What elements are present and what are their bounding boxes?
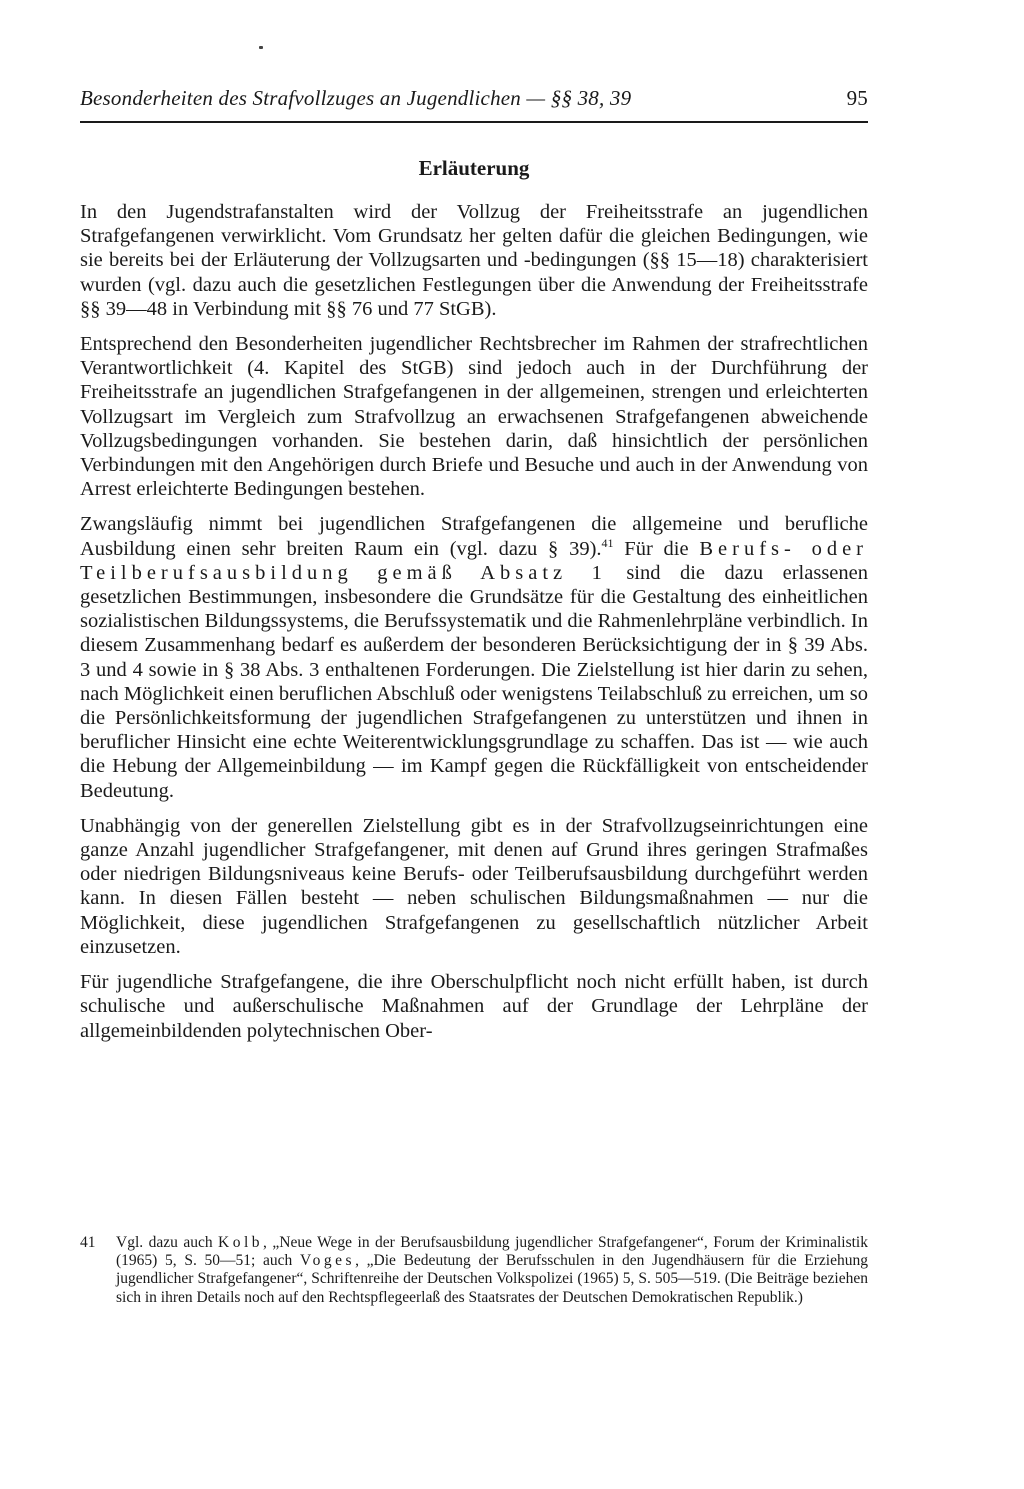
paragraph-3 — [80, 512, 868, 802]
footnote-text — [116, 1234, 868, 1307]
header-rule — [80, 121, 868, 123]
footnote-number: 41 — [80, 1234, 96, 1251]
paragraph-3-part-c: sind die dazu erlassenen gesetzlichen Bestimmungen, insbesondere die Grundsätze für die Gestaltung des einheitlichen sozialistischen Bildungssystems, die Berufssystematik und die Rahmenlehrpläne verbindlich. In diesem Zusammenhang bedarf es außerdem der besonderen Berücksichtigung der in § 39 Abs. 3 und 4 sowie in § 38 Abs. 3 enthaltenen Forderungen. Die Zielstellung ist hier darin zu sehen, nach Möglichkeit einen beruflichen Abschluß oder wenigstens Teilabschluß zu erreichen, um so die Persönlichkeitsformung der jugendlichen Strafgefangenen zu unterstützen und ihnen in beruflicher Hinsicht eine echte Weiterentwicklungsgrundlage zu schaffen. Das ist — wie auch die Hebung der Allgemeinbildung — im Kampf gegen die Rückfälligkeit von entscheidender Bedeutung. — [80, 561, 868, 802]
footnote-part-3: , „Die Bedeutung der Berufsschulen in den Jugendhäusern für die Erziehung jugendlicher Strafgefangener“, Schriftenreihe der Deutschen Volkspolizei (1965) 5, S. 505—519. (Die Beiträge beziehen sich in ihren Details noch auf den Rechtspflegeerlaß des Staatsrates der Deutschen Demokratischen Republik.) — [116, 1252, 868, 1306]
paragraph-1: In den Jugendstrafanstalten wird der Vollzug der Freiheitsstrafe an jugendlichen Strafgefangenen verwirklicht. Vom Grundsatz her gelten dafür die gleichen Bedingungen, wie sie bereits bei der Erläuterung der Vollzugsarten und -bedingungen (§§ 15—18) charakterisiert wurden (vgl. dazu auch die gesetzlichen Festlegungen über die Anwendung der Freiheitsstrafe §§ 39—48 in Verbindung mit §§ 76 und 77 StGB). — [80, 201, 868, 320]
emphasized-term: Berufs- oder Teilberufsausbildung gemäß Absatz 1 — [80, 537, 869, 584]
page-number: 95 — [846, 86, 868, 110]
paragraph-5: Für jugendliche Strafgefangene, die ihre Oberschulpflicht noch nicht erfüllt haben, ist durch schulische und außerschulische Maßnahmen auf der Grundlage der Lehrpläne der allgemeinbildenden polytechnischen Ober- — [80, 971, 868, 1042]
scan-speck — [259, 46, 263, 49]
section-heading: Erläuterung — [418, 156, 530, 180]
running-title: Besonderheiten des Strafvollzuges an Jugendlichen — §§ 38, 39 — [80, 86, 632, 110]
footnote — [80, 1234, 868, 1307]
paragraph-2: Entsprechend den Besonderheiten jugendlicher Rechtsbrecher im Rahmen der strafrechtlichen Verantwortlichkeit (4. Kapitel des StGB) sind jedoch auch in der Durchführung der Freiheitsstrafe an jugendlichen Strafgefangenen in der allgemeinen, strengen und erleichterten Vollzugsart im Vergleich zum Strafvollzug an erwachsenen Strafgefangenen abweichende Vollzugsbedingungen vorhanden. Sie bestehen darin, daß hinsichtlich der persönlichen Verbindungen mit den Angehörigen durch Briefe und Besuche und auch in der Anwendung von Arrest erleichterte Bedingungen bestehen. — [80, 333, 868, 501]
paragraph-3-part-b: Für die — [613, 537, 700, 560]
footnote-author-2: Voges — [299, 1252, 356, 1270]
footnote-reference[interactable]: 41 — [601, 535, 614, 550]
footnote-part-2: , „Neue Wege in der Berufsausbildung jugendlicher Strafgefangener“, Forum der Kriminalistik (1965) 5, S. 50—51; auch — [116, 1234, 868, 1270]
paragraph-4: Unabhängig von der generellen Zielstellung gibt es in der Strafvollzugseinrichtungen eine ganze Anzahl jugendlicher Strafgefangener, mit denen auf Grund ihres geringen Strafmaßes oder niedrigen Bildungsniveaus keine Berufs- oder Teilberufsausbildung durchgeführt werden kann. In diesen Fällen besteht — neben schulischen Bildungsmaßnahmen — nur die Möglichkeit, diese jugendlichen Strafgefangenen zu gesellschaftlich nützlicher Arbeit einzusetzen. — [80, 814, 868, 958]
footnote-part-1: Vgl. dazu auch — [116, 1234, 219, 1251]
body-text — [80, 200, 868, 1054]
footnote-author-1: Kolb — [218, 1234, 264, 1251]
paragraph-3-part-a: Zwangsläufig nimmt bei jugendlichen Strafgefangenen die allgemeine und berufliche Ausbildung einen sehr breiten Raum ein (vgl. dazu § 39). — [80, 513, 868, 560]
running-header — [80, 86, 868, 116]
